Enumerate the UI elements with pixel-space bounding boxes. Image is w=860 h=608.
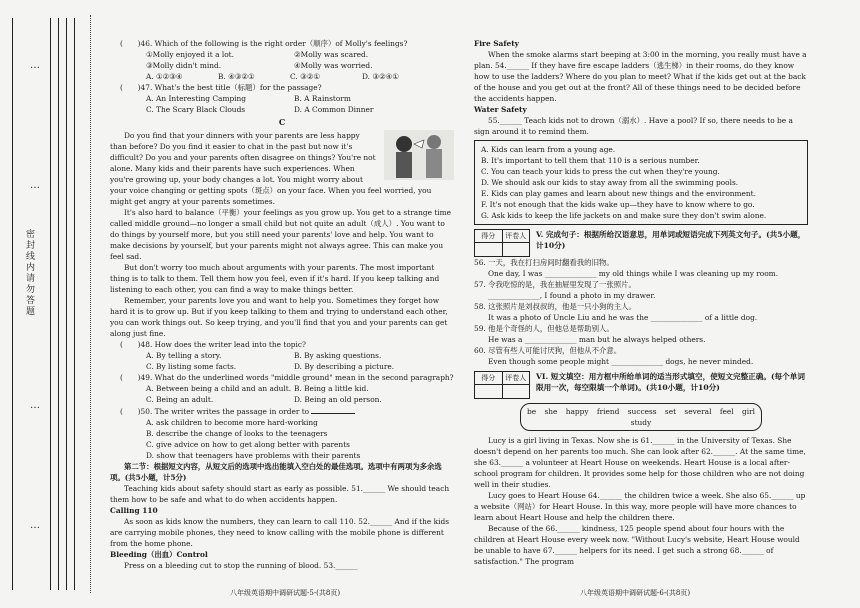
word-bank-item: set xyxy=(664,407,677,416)
option: C. Being an adult. xyxy=(146,395,214,404)
binding-mark: … xyxy=(30,400,40,411)
option: B. ④③②① xyxy=(218,72,255,81)
margin-line xyxy=(74,18,75,590)
choice-item: E. Kids can play games and learn about new things and the environment. xyxy=(481,189,757,198)
binding-mark: … xyxy=(30,60,40,71)
passage-c-paragraph: But don't worry too much about arguments with your parents. The most important thing is to talk to them. Tell them how you feel, even if it's hard. If you keep talking and listening to each other, you can find a way to make things better. xyxy=(110,263,440,294)
margin-line xyxy=(12,18,13,590)
sentence-cn: 57. 令我吃惊的是，我在抽屉里发现了一张照片。 xyxy=(474,280,636,289)
water-heading: Water Safety xyxy=(474,105,527,114)
q47-stem: ( )47. What's the best title（标题）for the passage? xyxy=(120,83,322,92)
q48-stem: ( )48. How does the writer lead into the topic? xyxy=(120,340,307,349)
sentence-cn: 59. 他是个奇怪的人，但他总是帮助别人。 xyxy=(474,324,614,333)
choices-box xyxy=(474,140,808,225)
sentence-cn: 60. 尽管有些人可能讨厌狗，但他从不介意。 xyxy=(474,346,622,355)
illustration-image xyxy=(384,130,454,180)
sentence-en: It was a photo of Uncle Liu and he was the ______________ of a little dog. xyxy=(488,313,758,322)
bleeding-text: Press on a bleeding cut to stop the running of blood. 53.______ xyxy=(124,561,358,570)
binding-mark: … xyxy=(30,180,40,191)
word-bank xyxy=(520,403,762,431)
q46-stem: ( )46. Which of the following is the right order（顺序）of Molly's feelings? xyxy=(120,39,408,48)
option: A. An Interesting Camping xyxy=(146,94,247,103)
word-bank-item: feel xyxy=(719,407,734,416)
option: B. By asking questions. xyxy=(294,351,382,360)
section-c-heading: C xyxy=(278,117,286,127)
choice-item: F. It's not enough that the kids wake up—they have to know where to go. xyxy=(481,200,755,209)
score-label: 得分 xyxy=(475,372,502,385)
water-text: 55.______ Teach kids not to drown（溺水）. Have a pool? If so, there needs to be a sign around it to remind them. xyxy=(474,116,793,136)
page-footer: 八年级英语期中调研试题-5-(共8页) xyxy=(230,589,341,597)
sentence-cn: 58. 这张照片是刘叔叔的，他是一只小狗的主人。 xyxy=(474,302,636,311)
part2-instructions: 第二节：根据短文内容，从短文后的选项中选出能填入空白处的最佳选项。选项中有两项为多余选项。(共5小题，计5分) xyxy=(110,462,442,482)
binding-mark: … xyxy=(30,520,40,531)
q46-item: ④Molly was worried. xyxy=(294,61,373,70)
word-bank-item: friend xyxy=(596,407,620,416)
option: B. A Rainstorm xyxy=(294,94,351,103)
option: C. The Scary Black Clouds xyxy=(146,105,246,114)
passage6-paragraph: Lucy goes to Heart House 64.______ the children twice a week. She also 65.______ up a website（网站）for Heart House. In this way, more people will have more chances to learn about Heart House and help the children there. xyxy=(474,491,806,522)
family-argument-illustration xyxy=(384,130,454,180)
calling-text: As soon as kids know the numbers, they can learn to call 110. 52.______ And if the kids are carrying mobile phones, they need to know calling with the mobile phone is different from the home phone. xyxy=(110,517,450,548)
calling-heading: Calling 110 xyxy=(110,506,158,515)
choice-item: G. Ask kids to keep the life jackets on and make sure they don't swim alone. xyxy=(481,211,767,220)
sentence-en: Even though some people might ______________ dogs, he never minded. xyxy=(488,357,754,366)
option: C. By listing some facts. xyxy=(146,362,237,371)
q50-stem: ( )50. The writer writes the passage in order to xyxy=(120,407,310,416)
word-bank-item: several xyxy=(684,407,712,416)
word-bank-item: girl xyxy=(742,407,756,416)
bleeding-heading: Bleeding（出血）Control xyxy=(110,550,208,559)
word-bank-item: happy xyxy=(565,407,589,416)
choice-item: D. We should ask our kids to stay away from all the swimming pools. xyxy=(481,178,739,187)
section-5-title: V. 完成句子：根据所给汉语意思，用单词或短语完成下列英文句子。(共5小题，计10分) xyxy=(536,230,806,250)
option: C. ③②① xyxy=(290,72,320,81)
sentence-en: He was a ______________ man but he always helped others. xyxy=(488,335,706,344)
option: D. Being an old person. xyxy=(294,395,382,404)
sentence-en: One day, I was ______________ my old things while I was cleaning up my room. xyxy=(488,269,779,278)
option: A. ①②③④ xyxy=(146,72,183,81)
option: D. A Common Dinner xyxy=(294,105,374,114)
score-table xyxy=(474,229,530,257)
section-5 xyxy=(474,229,808,367)
grader-label: 评卷人 xyxy=(503,230,530,243)
sentence-cn: 56. 一天，我在打扫房间时翻看我的旧物。 xyxy=(474,258,614,267)
word-bank-item: she xyxy=(544,407,558,416)
passage-c-paragraph: It's also hard to balance（平衡）your feelings as you grow up. You get to a strange time called middle ground—no longer a small child but not quite an adult（成人）. You want to do things by yourself more, but you still need your parents' love and help. You want to make decisions by yourself, but your parents might not always agree. This can make you feel sad. xyxy=(110,208,452,261)
margin-line xyxy=(58,18,59,590)
choice-item: A. Kids can learn from a young age. xyxy=(481,145,616,154)
q46-item: ②Molly was scared. xyxy=(294,50,369,59)
option: C. give advice on how to get along better with parents xyxy=(146,440,350,449)
option: A. By telling a story. xyxy=(146,351,222,360)
option: B. describe the change of looks to the teenagers xyxy=(146,429,328,438)
q49-stem: ( )49. What do the underlined words "middle ground" mean in the second paragraph? xyxy=(120,373,454,382)
sentence-en: ______________, I found a photo in my drawer. xyxy=(488,291,656,300)
option: D. ③②④① xyxy=(362,72,399,81)
answer-blank[interactable] xyxy=(311,405,355,414)
fire-heading: Fire Safety xyxy=(474,39,519,48)
binding-margin xyxy=(0,0,100,608)
passage-c-paragraph: Remember, your parents love you and want to help you. Sometimes they forget how hard it is to grow up. But if you keep talking to them and trying to understand each other, you can work things out. So keep trying, and you'll find that you and your parents can get along just fine. xyxy=(110,296,448,338)
score-label: 得分 xyxy=(475,230,502,243)
option: A. Between being a child and an adult. xyxy=(146,384,292,393)
option: B. Being a little kid. xyxy=(294,384,369,393)
q46-item: ③Molly didn't mind. xyxy=(146,61,222,70)
section-6 xyxy=(474,371,808,567)
grader-label: 评卷人 xyxy=(503,372,530,385)
q46-item: ①Molly enjoyed it a lot. xyxy=(146,50,234,59)
margin-line xyxy=(66,18,67,590)
word-bank-item: success xyxy=(627,407,657,416)
option: D. By describing a picture. xyxy=(294,362,395,371)
page-footer: 八年级英语期中调研试题-6-(共8页) xyxy=(580,589,691,597)
score-table xyxy=(474,371,530,399)
option: A. ask children to become more hard-working xyxy=(146,418,318,427)
seal-notice: 密封线内请勿答题 xyxy=(26,230,36,317)
passage6-paragraph: Because of the 66.______ kindness, 125 people spend about four hours with the children at Heart House every week now. "Without Lucy's website, Heart House would be unable to have 67.______ helpers for its need. I get such a strong 68.______ of satisfaction." The program xyxy=(474,524,800,566)
left-column xyxy=(110,38,454,571)
passage-c-paragraph: Do you find that your dinners with your parents are less happy than before? Do you find it easier to chat in the past but now it's difficult? Do you and your parents often disagree on things? You're not alone. Many kids and their parents have such experiences. When you're growing up, your body changes a lot. You might worry about your voice changing or getting spots（斑点）on your face. When you feel worried, you might get angry at your parents sometimes. xyxy=(110,131,432,206)
seal-line xyxy=(90,15,91,593)
part2-intro: Teaching kids about safety should start as early as possible. 51.______ We should teach them how to be safe and what to do when accidents happen. xyxy=(110,484,450,504)
passage6-paragraph: Lucy is a girl living in Texas. Now she is 61.______ in the University of Texas. She doesn't depend on her parents too much. She can look after 62.______. At the same time, she 63.______ a volunteer at Heart House on weekends. Heart House is a local after-school program for children. It provides some help for those children who are not doing well in their studies. xyxy=(474,436,806,489)
margin-line xyxy=(50,18,51,590)
word-bank-item: study xyxy=(630,418,652,427)
option: D. show that teenagers have problems with their parents xyxy=(146,451,361,460)
choice-item: C. You can teach your kids to press the cut when they're young. xyxy=(481,167,720,176)
word-bank-item: be xyxy=(526,407,537,416)
choice-item: B. It's important to tell them that 110 is a serious number. xyxy=(481,156,700,165)
right-column xyxy=(474,38,808,567)
fire-text: When the smoke alarms start beeping at 3:00 in the morning, you really must have a plan. 54.______ If they have fire escape ladders（逃生梯）in their rooms, do they know how to use the ladders? Where do you plan to meet? What if the kids get out at the back of the house and you get out at the front? All of these things need to be decided before the accidents happen. xyxy=(474,50,807,103)
section-6-title: VI. 短文填空：用方框中所给单词的适当形式填空，使短文完整正确。(每个单词限用一次，每空限填一个单词)。(共10小题，计10分) xyxy=(536,372,805,392)
